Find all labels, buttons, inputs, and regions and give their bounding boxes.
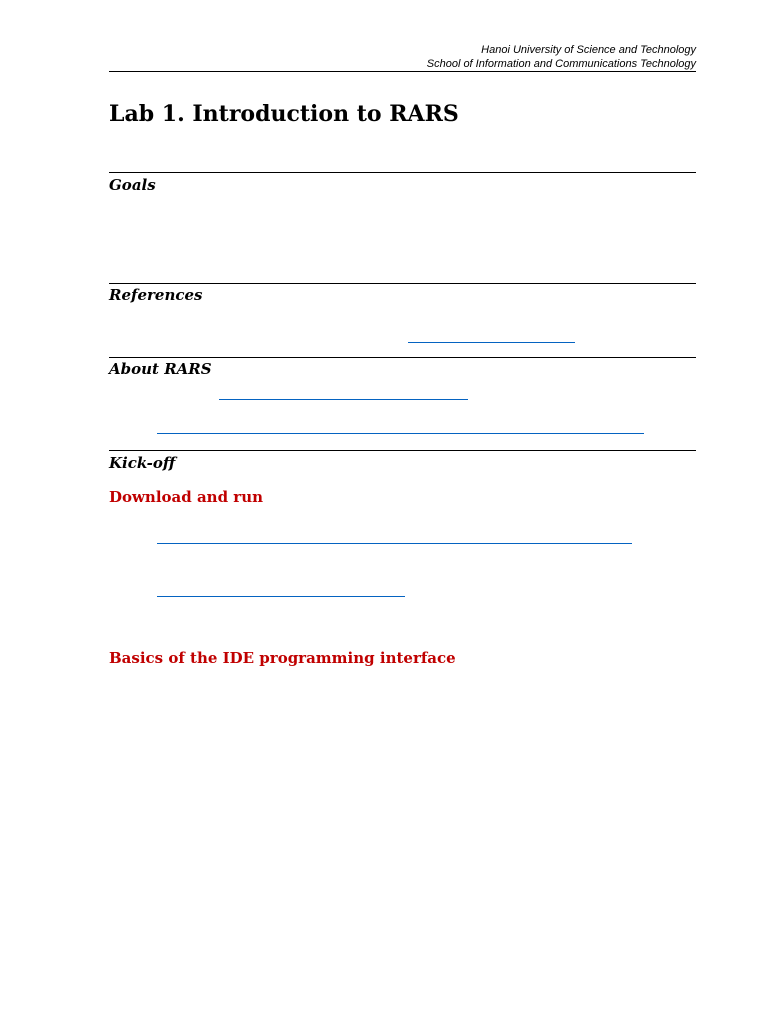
page-header	[109, 43, 696, 71]
section-divider-about	[109, 357, 696, 358]
about-link-2[interactable]	[157, 433, 644, 434]
about-link-1[interactable]	[219, 399, 468, 400]
subheading-download-and-run: Download and run	[109, 488, 264, 506]
section-heading-goals: Goals	[109, 176, 156, 194]
header-school: School of Information and Communications Technology	[426, 58, 696, 70]
header-divider	[109, 71, 696, 72]
section-divider-goals	[109, 172, 696, 173]
download-link-1[interactable]	[157, 543, 632, 544]
document-title: Lab 1. Introduction to RARS	[109, 101, 459, 127]
section-heading-references: References	[109, 286, 203, 304]
subheading-ide-basics: Basics of the IDE programming interface	[109, 649, 456, 667]
section-divider-kickoff	[109, 450, 696, 451]
section-divider-references	[109, 283, 696, 284]
download-link-2[interactable]	[157, 596, 405, 597]
section-heading-kickoff: Kick-off	[109, 454, 176, 472]
references-link[interactable]	[408, 342, 575, 343]
section-heading-about: About RARS	[109, 360, 212, 378]
header-university: Hanoi University of Science and Technology	[481, 44, 696, 56]
